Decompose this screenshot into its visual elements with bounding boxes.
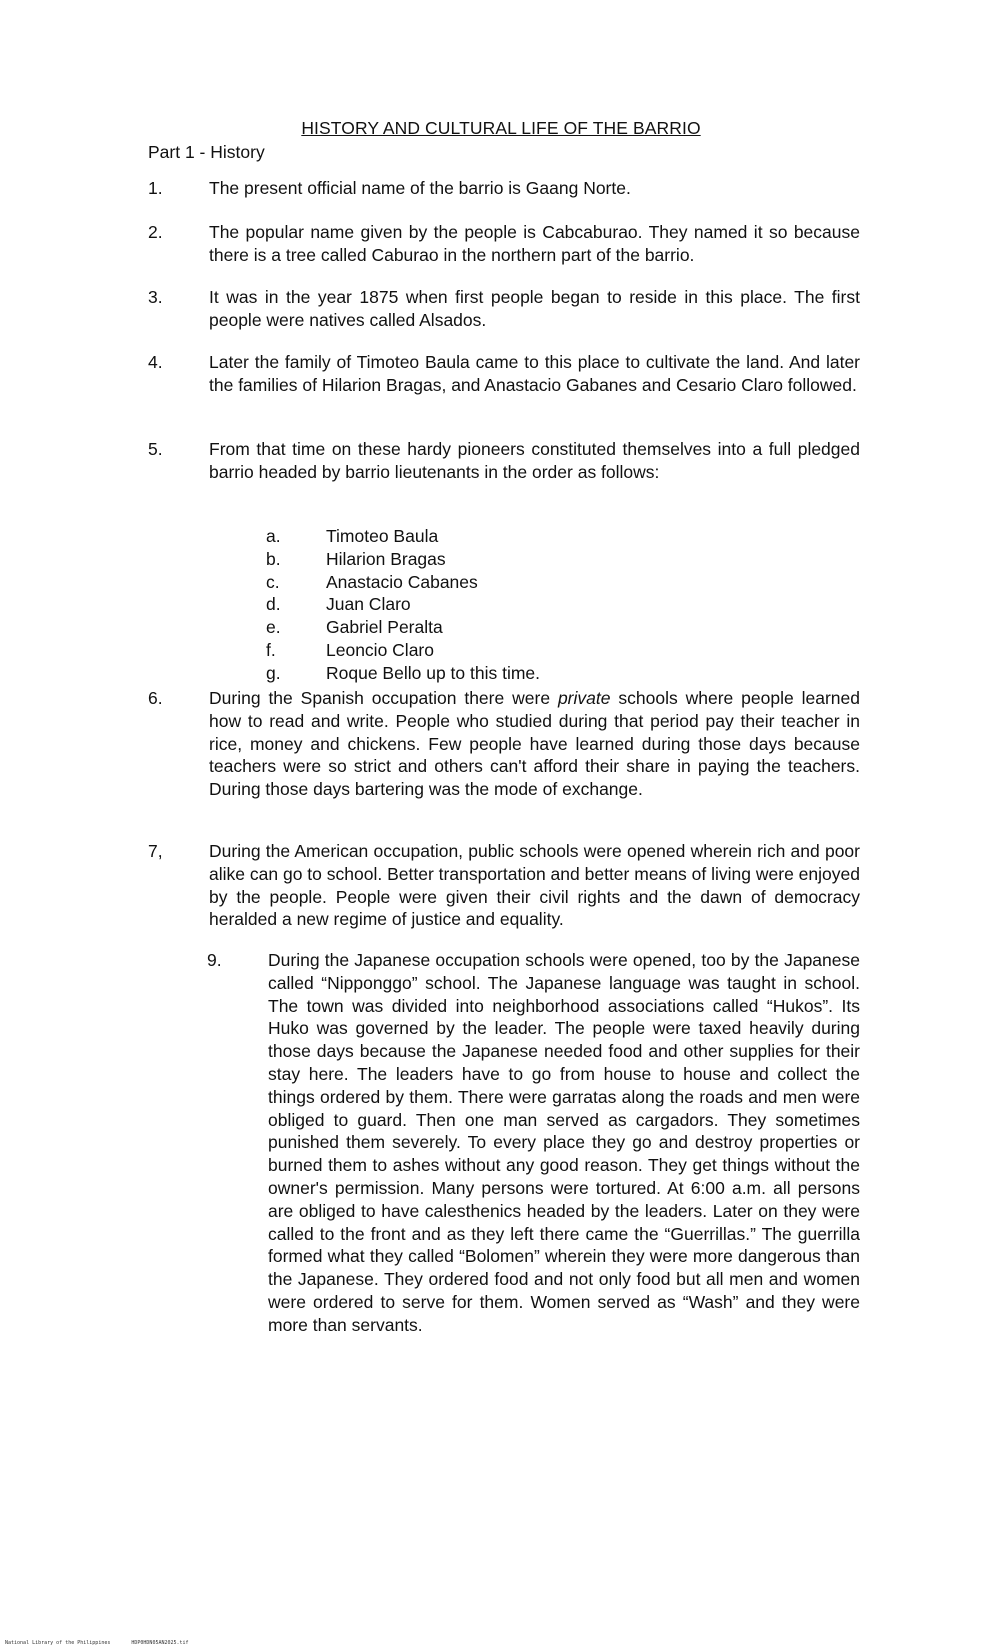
item-letter: a. (266, 526, 281, 546)
lieutenant-name: Gabriel Peralta (326, 617, 443, 638)
lieutenants-list (266, 525, 666, 685)
lieutenant-item (266, 639, 666, 662)
item-letter: c. (266, 571, 280, 592)
list-item (148, 438, 860, 484)
list-item (148, 177, 860, 200)
list-item (148, 687, 860, 801)
item-text: From that time on these hardy pioneers constituted themselves into a full pledged barrio headed by barrio lieutenants in the order as follows: (209, 439, 860, 482)
lieutenant-name: Leoncio Claro (326, 639, 434, 660)
item-text: During the American occupation, public schools were opened wherein rich and poor alike can go to school. Better transportation and better means of living were enjoyed by the people. People were given their civil rights and the dawn of democracy heralded a new regime of justice and equality. (209, 841, 860, 930)
item-number: 6. (148, 688, 163, 708)
scan-footer (5, 1640, 207, 1646)
item-text: Later the family of Timoteo Baula came to this place to cultivate the land. And later the families of Hilarion Bragas, and Anastacio Gabanes and Cesario Claro followed. (209, 352, 860, 395)
item-text: The present official name of the barrio is Gaang Norte. (209, 178, 631, 198)
item-number: 9. (207, 950, 222, 970)
list-item (148, 286, 860, 332)
part-heading: Part 1 - History (148, 142, 265, 162)
item-letter: g. (266, 662, 281, 683)
item-text (209, 687, 860, 801)
item-text-part: schools where people learned how to read and write. People who studied during that period pay their teacher in rice, money and chickens. Few people have learned during those days because teachers were so strict and others can't afford their share in paying the teachers. During those days bartering was the mode of exchange. (209, 688, 860, 800)
item-number: 7, (148, 841, 163, 861)
footer-library: National Library of the Philippines (5, 1640, 111, 1646)
document-title: HISTORY AND CULTURAL LIFE OF THE BARRIO (301, 118, 701, 138)
lieutenant-item (266, 548, 666, 571)
list-item (148, 221, 860, 267)
item-text: It was in the year 1875 when first people began to reside in this place. The first people were natives called Alsados. (209, 287, 860, 330)
lieutenant-name: Roque Bello up to this time. (326, 662, 541, 683)
list-item (148, 840, 860, 931)
item-text: The popular name given by the people is Cabcaburao. They named it so because there is a tree called Caburao in the northern part of the barrio. (209, 222, 860, 265)
lieutenant-item (266, 525, 666, 548)
emphasis-text: private (557, 688, 611, 708)
item-number: 4. (148, 352, 163, 372)
lieutenant-name: Juan Claro (326, 594, 411, 615)
lieutenant-name: Timoteo Baula (326, 526, 439, 546)
item-text-part: During the Spanish occupation there were (209, 688, 558, 708)
lieutenant-item (266, 571, 666, 594)
item-letter: b. (266, 548, 281, 569)
item-number: 1. (148, 178, 163, 198)
lieutenant-name: Anastacio Cabanes (326, 571, 478, 592)
item-number: 5. (148, 439, 163, 459)
item-letter: f. (266, 639, 276, 660)
lieutenant-item (266, 662, 666, 685)
item-letter: d. (266, 594, 281, 615)
lieutenant-item (266, 616, 666, 639)
item-text: During the Japanese occupation schools were opened, too by the Japanese called “Nipponggo” school. The Japanese language was taught in school. The town was divided into neighborhood associations called “Hukos”. Its Huko was governed by the leader. The people were taxed heavily during those days because the Japanese needed food and other supplies for their stay here. The leaders have to go from house to house and collect the things ordered by them. There were garratas along the roads and men were obliged to guard. Then one man served as cargadors. They sometimes punished them severely. To every place they go and destroy properties or burned them to ashes without any good reason. They get things without the owner's permission. Many persons were tortured. At 6:00 a.m. all persons are obliged to have calesthenics headed by the leaders. Later on they were called to the front and as they left there came the “Guerrillas.” The guerrilla formed what they called “Bolomen” wherein they were more dangerous than the Japanese. They ordered food and not only food but all men and women were ordered to serve for them. Women served as “Wash” and they were more than servants. (268, 950, 860, 1335)
item-letter: e. (266, 617, 281, 638)
lieutenant-name: Hilarion Bragas (326, 548, 446, 569)
item-number: 2. (148, 222, 163, 242)
item-number: 3. (148, 287, 163, 307)
list-item (207, 949, 860, 1337)
list-item (148, 351, 860, 397)
footer-code: HDP0HDN05AN2025.tif (131, 1640, 189, 1646)
lieutenant-item (266, 593, 666, 616)
